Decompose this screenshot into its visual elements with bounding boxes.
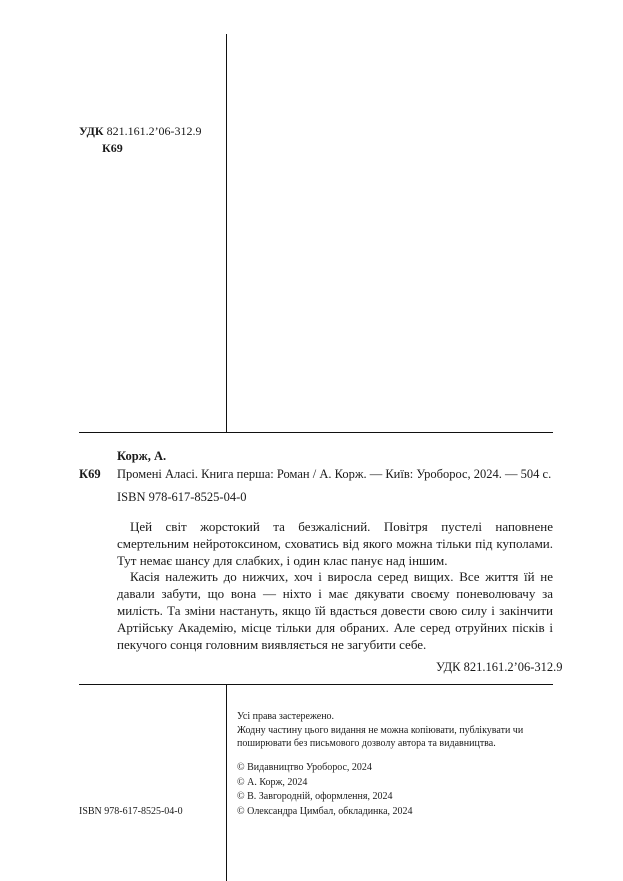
udk-classification-top: [79, 124, 202, 138]
annotation-paragraph-1: Цей світ жорстокий та безжалісний. Повітря пустелі наповнене смертельним нейротоксином, сховатись від якого можна тільки під куполами. Тут немає шансу для слабких, і один клас панує над іншим.: [117, 519, 553, 568]
record-author: Корж, А.: [117, 449, 167, 463]
udk-classification-bottom: УДК 821.161.2’06-312.9: [436, 660, 563, 674]
record-description: Промені Аласі. Книга перша: Роман / А. Корж. — Київ: Уроборос, 2024. — 504 с.: [117, 467, 552, 481]
annotation-paragraph-2: Касія належить до нижчих, хоч і виросла серед вищих. Все життя їй не давали забути, що вона — ніхто і має дякувати своєму поневолювачу за милість. Та зміни настануть, якщо їй вдасться довести свою силу і закінчити Артійську Академію, місце тільки для обраних. Але серед отруйних пісків і пекучого сонця головним виявляється не загубити себе.: [117, 569, 553, 652]
copyright-cover: © Олександра Цимбал, обкладинка, 2024: [237, 805, 413, 817]
middle-horizontal-rule: [79, 432, 553, 433]
rights-line-2: Жодну частину цього видання не можна копіювати, публікувати чи: [237, 724, 524, 736]
record-author-mark: К69: [79, 467, 101, 481]
copyright-list: [237, 761, 413, 819]
rights-notice: [237, 710, 557, 751]
bottom-vertical-rule: [226, 684, 227, 881]
rights-line-1: Усі права застережено.: [237, 711, 335, 722]
isbn-bottom: ISBN 978-617-8525-04-0: [79, 806, 183, 817]
record-isbn: ISBN 978-617-8525-04-0: [117, 490, 247, 504]
copyright-author: © А. Корж, 2024: [237, 776, 308, 788]
udk-label: УДК: [79, 124, 104, 138]
annotation: [117, 519, 553, 653]
top-vertical-rule: [226, 34, 227, 432]
rights-line-3: поширювати без письмового дозволу автора та видавництва.: [237, 738, 496, 750]
copyright-design: © В. Завгородній, оформлення, 2024: [237, 791, 393, 803]
copyright-publisher: © Видавництво Уроборос, 2024: [237, 762, 372, 773]
udk-code: 821.161.2’06-312.9: [106, 124, 202, 138]
author-mark-top: К69: [102, 141, 123, 155]
lower-horizontal-rule: [79, 684, 553, 685]
